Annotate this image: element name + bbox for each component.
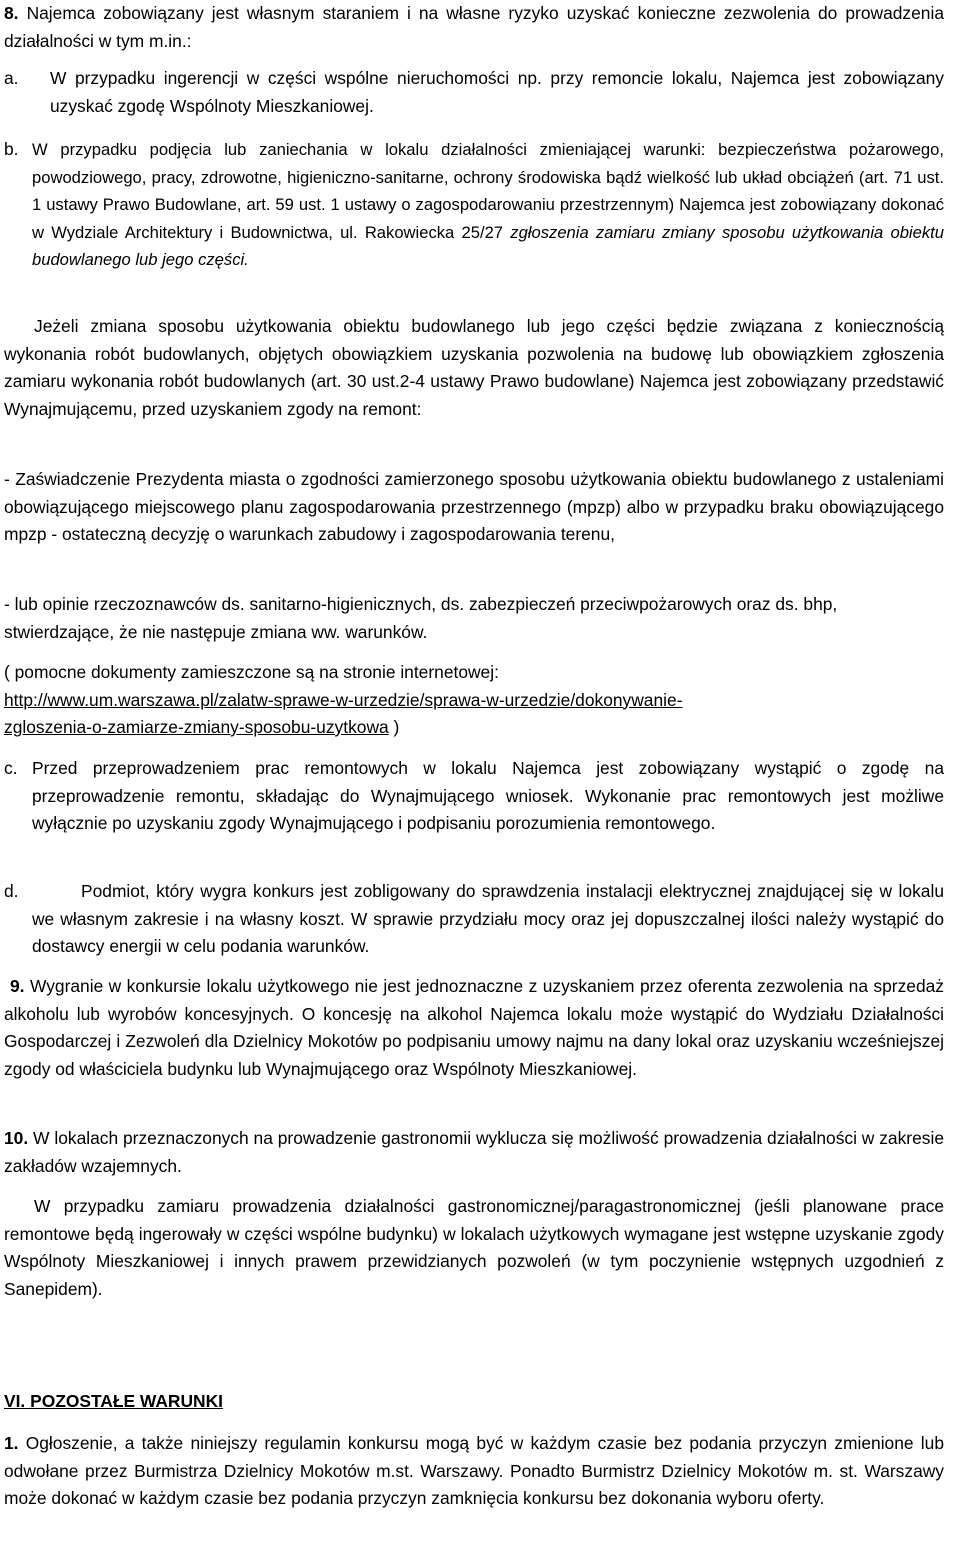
- section-heading-vi: VI. POZOSTAŁE WARUNKI: [4, 1391, 223, 1411]
- paragraph-10: [4, 1125, 944, 1180]
- item-d-text: Podmiot, który wygra konkurs jest zobligowany do sprawdzenia instalacji elektrycznej znajdującej się w lokalu we własnym zakresie i na własny koszt. W sprawie przydziału mocy oraz jej dopuszczalnej ilości należy wystąpić do dostawcy energii w celu podania warunków.: [32, 881, 944, 956]
- item-b-marker: b.: [4, 139, 19, 159]
- pomocne-link-line-2: [4, 714, 944, 742]
- paragraph-zaswiadczenie: - Zaświadczenie Prezydenta miasta o zgodności zamierzonego sposobu użytkowania obiektu budowlanego z ustaleniami obowiązującego miejscowego planu zagospodarowania przestrzennego (mpzp) albo w przypadku braku obowiązującego mpzp - ostateczną decyzję o warunkach zabudowy i zagospodarowania terenu,: [4, 469, 944, 544]
- paragraph-opinie: - lub opinie rzeczoznawców ds. sanitarno-higienicznych, ds. zabezpieczeń przeciwpożarowych oraz ds. bhp, stwierdzające, że nie następuje zmiana ww. warunków.: [4, 594, 838, 642]
- item-d: [4, 878, 944, 961]
- item-b: [4, 136, 944, 274]
- paragraph-9-text: Wygranie w konkursie lokalu użytkowego nie jest jednoznaczne z uzyskaniem przez oferenta zezwolenia na sprzedaż alkoholu lub wyrobów koncesyjnych. O koncesję na alkohol Najemca lokalu może wystąpić do Wydziału Działalności Gospodarczej i Zezwoleń dla Dzielnicy Mokotów po podpisaniu umowy najmu na dany lokal oraz uzyskaniu wcześniejszej zgody od właściciela budynku lub Wynajmującego oraz Wspólnoty Mieszkaniowej.: [4, 976, 944, 1079]
- paragraph-9-number: 9.: [10, 976, 25, 996]
- paragraph-10-text: W lokalach przeznaczonych na prowadzenie gastronomii wyklucza się możliwość prowadzenia działalności w zakresie zakładów wzajemnych.: [4, 1128, 944, 1176]
- paragraph-8: [4, 0, 944, 55]
- item-d-marker: d.: [4, 881, 19, 901]
- paragraph-8-number: 8.: [4, 3, 19, 23]
- pomocne-closing: ): [388, 717, 400, 737]
- item-b-text: W przypadku podjęcia lub zaniechania w lokalu działalności zmieniającej warunki: bezpieczeństwa pożarowego, powodziowego, pracy, zdrowotne, higieniczno-sanitarne, ochrony środowiska bądź wielkość lub układ obciążeń (art. 71 ust. 1 ustawy Prawo Budowlane, art. 59 ust. 1 ustawy o zagospodarowaniu przestrzennym) Najemca jest zobowiązany dokonać w Wydziale Architektury i Budownictwa, ul. Rakowiecka 25/27: [32, 140, 944, 242]
- item-c-marker: c.: [4, 758, 18, 778]
- item-a-marker: a.: [4, 68, 19, 88]
- item-a-text: W przypadku ingerencji w części wspólne nieruchomości np. przy remoncie lokalu, Najemca jest zobowiązany uzyskać zgodę Wspólnoty Mieszkaniowej.: [50, 68, 944, 116]
- paragraph-gastronomia: W przypadku zamiaru prowadzenia działalności gastronomicznej/paragastronomicznej (jeśli planowane prace remontowe będą ingerowały w części wspólne budynku) w lokalach użytkowych wymagane jest wstępne uzyskanie zgody Wspólnoty Mieszkaniowej i innych prawem przewidzianych pozwoleń (w tym poczynienie wstępnych uzgodnień z Sanepidem).: [4, 1196, 944, 1299]
- pomocne-link-part-1[interactable]: http://www.um.warszawa.pl/zalatw-sprawe-w-urzedzie/sprawa-w-urzedzie/dokonywanie-: [4, 689, 683, 710]
- paragraph-8-text: Najemca zobowiązany jest własnym staraniem i na własne ryzyko uzyskać konieczne zezwolenia do prowadzenia działalności w tym m.in.:: [4, 3, 944, 51]
- item-b-body: [32, 136, 944, 274]
- paragraph-10-number: 10.: [4, 1128, 29, 1148]
- paragraph-1-text: Ogłoszenie, a także niniejszy regulamin konkursu mogą być w każdym czasie bez podania przyczyn zmienione lub odwołane przez Burmistrza Dzielnicy Mokotów m.st. Warszawy. Ponadto Burmistrz Dzielnicy Mokotów m. st. Warszawy może dokonać w każdym czasie bez podania przyczyn zamknięcia konkursu bez dokonania wyboru oferty.: [4, 1433, 944, 1508]
- pomocne-intro: ( pomocne dokumenty zamieszczone są na stronie internetowej:: [4, 662, 499, 682]
- item-c: [4, 755, 944, 838]
- pomocne-link-line-1[interactable]: [4, 687, 944, 715]
- item-b-italic-text: zgłoszenia zamiaru zmiany sposobu użytkowania obiektu budowlanego lub jego części.: [32, 222, 944, 269]
- paragraph-1: [4, 1430, 944, 1513]
- paragraph-1-number: 1.: [4, 1433, 19, 1453]
- paragraph-pomocne: [4, 659, 944, 742]
- item-c-text: Przed przeprowadzeniem prac remontowych w lokalu Najemca jest zobowiązany wystąpić o zgodę na przeprowadzenie remontu, składając do Wynajmującego wniosek. Wykonanie prac remontowych jest możliwe wyłącznie po uzyskaniu zgody Wynajmującego i podpisaniu porozumienia remontowego.: [32, 758, 944, 833]
- pomocne-link-part-2[interactable]: zgloszenia-o-zamiarze-zmiany-sposobu-uzytkowa: [4, 717, 389, 737]
- item-a: [4, 65, 944, 120]
- paragraph-jezeli: Jeżeli zmiana sposobu użytkowania obiektu budowlanego lub jego części będzie związana z koniecznością wykonania robót budowlanych, objętych obowiązkiem uzyskania pozwolenia na budowę lub obowiązkiem zgłoszenia zamiaru wykonania robót budowlanych (art. 30 ust.2-4 ustawy Prawo budowlane) Najemca jest zobowiązany przedstawić Wynajmującemu, przed uzyskaniem zgody na remont:: [4, 316, 944, 419]
- paragraph-9: [4, 973, 944, 1083]
